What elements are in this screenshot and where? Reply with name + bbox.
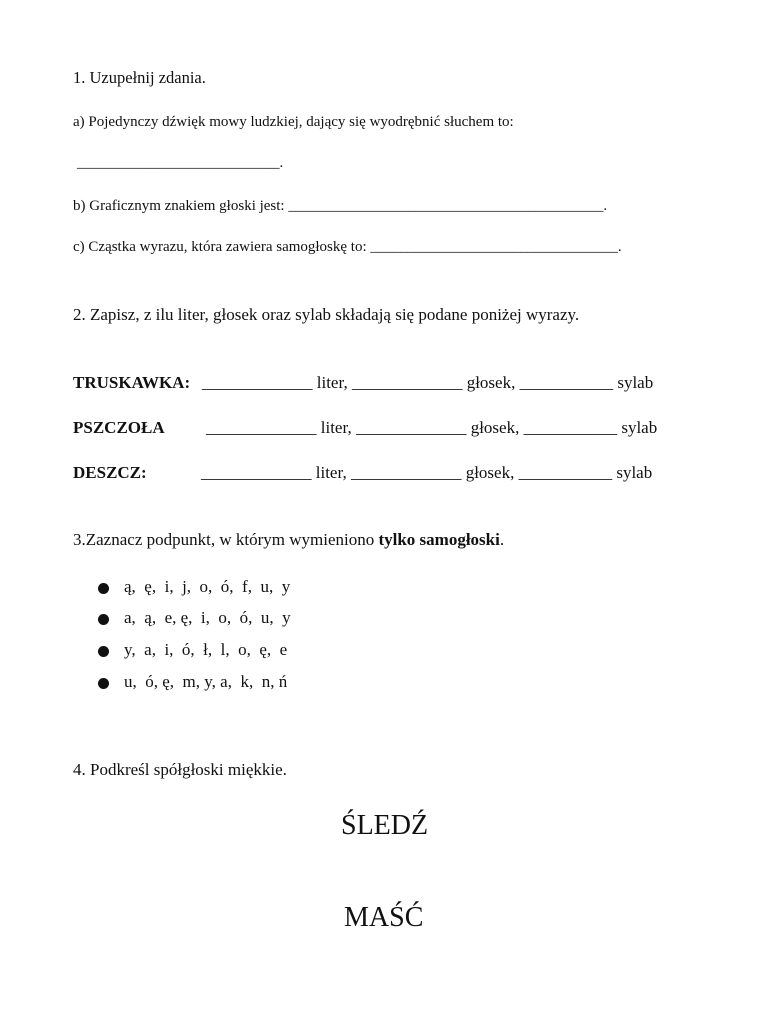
q3-option-1: ą, ę, i, j, o, ó, f, u, y (124, 577, 291, 596)
q1-item-c: c) Cząstka wyrazu, która zawiera samogłoskę to: _________________________________. (73, 239, 622, 255)
q2-word-pszczola: PSZCZOŁA (73, 418, 165, 437)
bullet-icon (98, 646, 109, 657)
q2-word-deszcz: DESZCZ: (73, 463, 147, 482)
q4-title: 4. Podkreśl spółgłoski miękkie. (73, 760, 287, 779)
q1-title: 1. Uzupełnij zdania. (73, 68, 206, 87)
q2-word-truskawka: TRUSKAWKA: (73, 373, 191, 392)
bullet-icon (98, 583, 109, 594)
q1-item-b: b) Graficznym znakiem głoski jest: __________________________________________. (73, 198, 608, 214)
q2-row-pszczola-blanks: _____________ liter, _____________ głosek, ___________ sylab (206, 418, 658, 437)
q4-word-sledz: ŚLEDŹ (341, 810, 429, 841)
q2-title: 2. Zapisz, z ilu liter, głosek oraz sylab składają się podane poniżej wyrazy. (73, 305, 580, 324)
bullet-icon (98, 614, 109, 625)
q3-title (73, 530, 504, 550)
q4-word-masc: MAŚĆ (344, 902, 424, 933)
q3-title-end: . (499, 530, 505, 549)
q3-title-text: 3.Zaznacz podpunkt, w którym wymieniono (73, 530, 379, 549)
q3-option-3: y, a, i, ó, ł, l, o, ę, e (124, 640, 288, 659)
q2-row-deszcz-blanks: _____________ liter, _____________ głosek, ___________ sylab (201, 463, 653, 482)
q1-item-a-blank: ___________________________. (77, 155, 284, 171)
q3-option-4: u, ó, ę, m, y, a, k, n, ń (124, 672, 288, 691)
q3-title-emphasis: tylko samogłoski (378, 530, 500, 549)
bullet-icon (98, 678, 109, 689)
q2-row-truskawka-blanks: _____________ liter, _____________ głosek, ___________ sylab (202, 373, 654, 392)
q3-option-2: a, ą, e, ę, i, o, ó, u, y (124, 608, 291, 627)
q1-item-a: a) Pojedynczy dźwięk mowy ludzkiej, dający się wyodrębnić słuchem to: (73, 114, 514, 130)
